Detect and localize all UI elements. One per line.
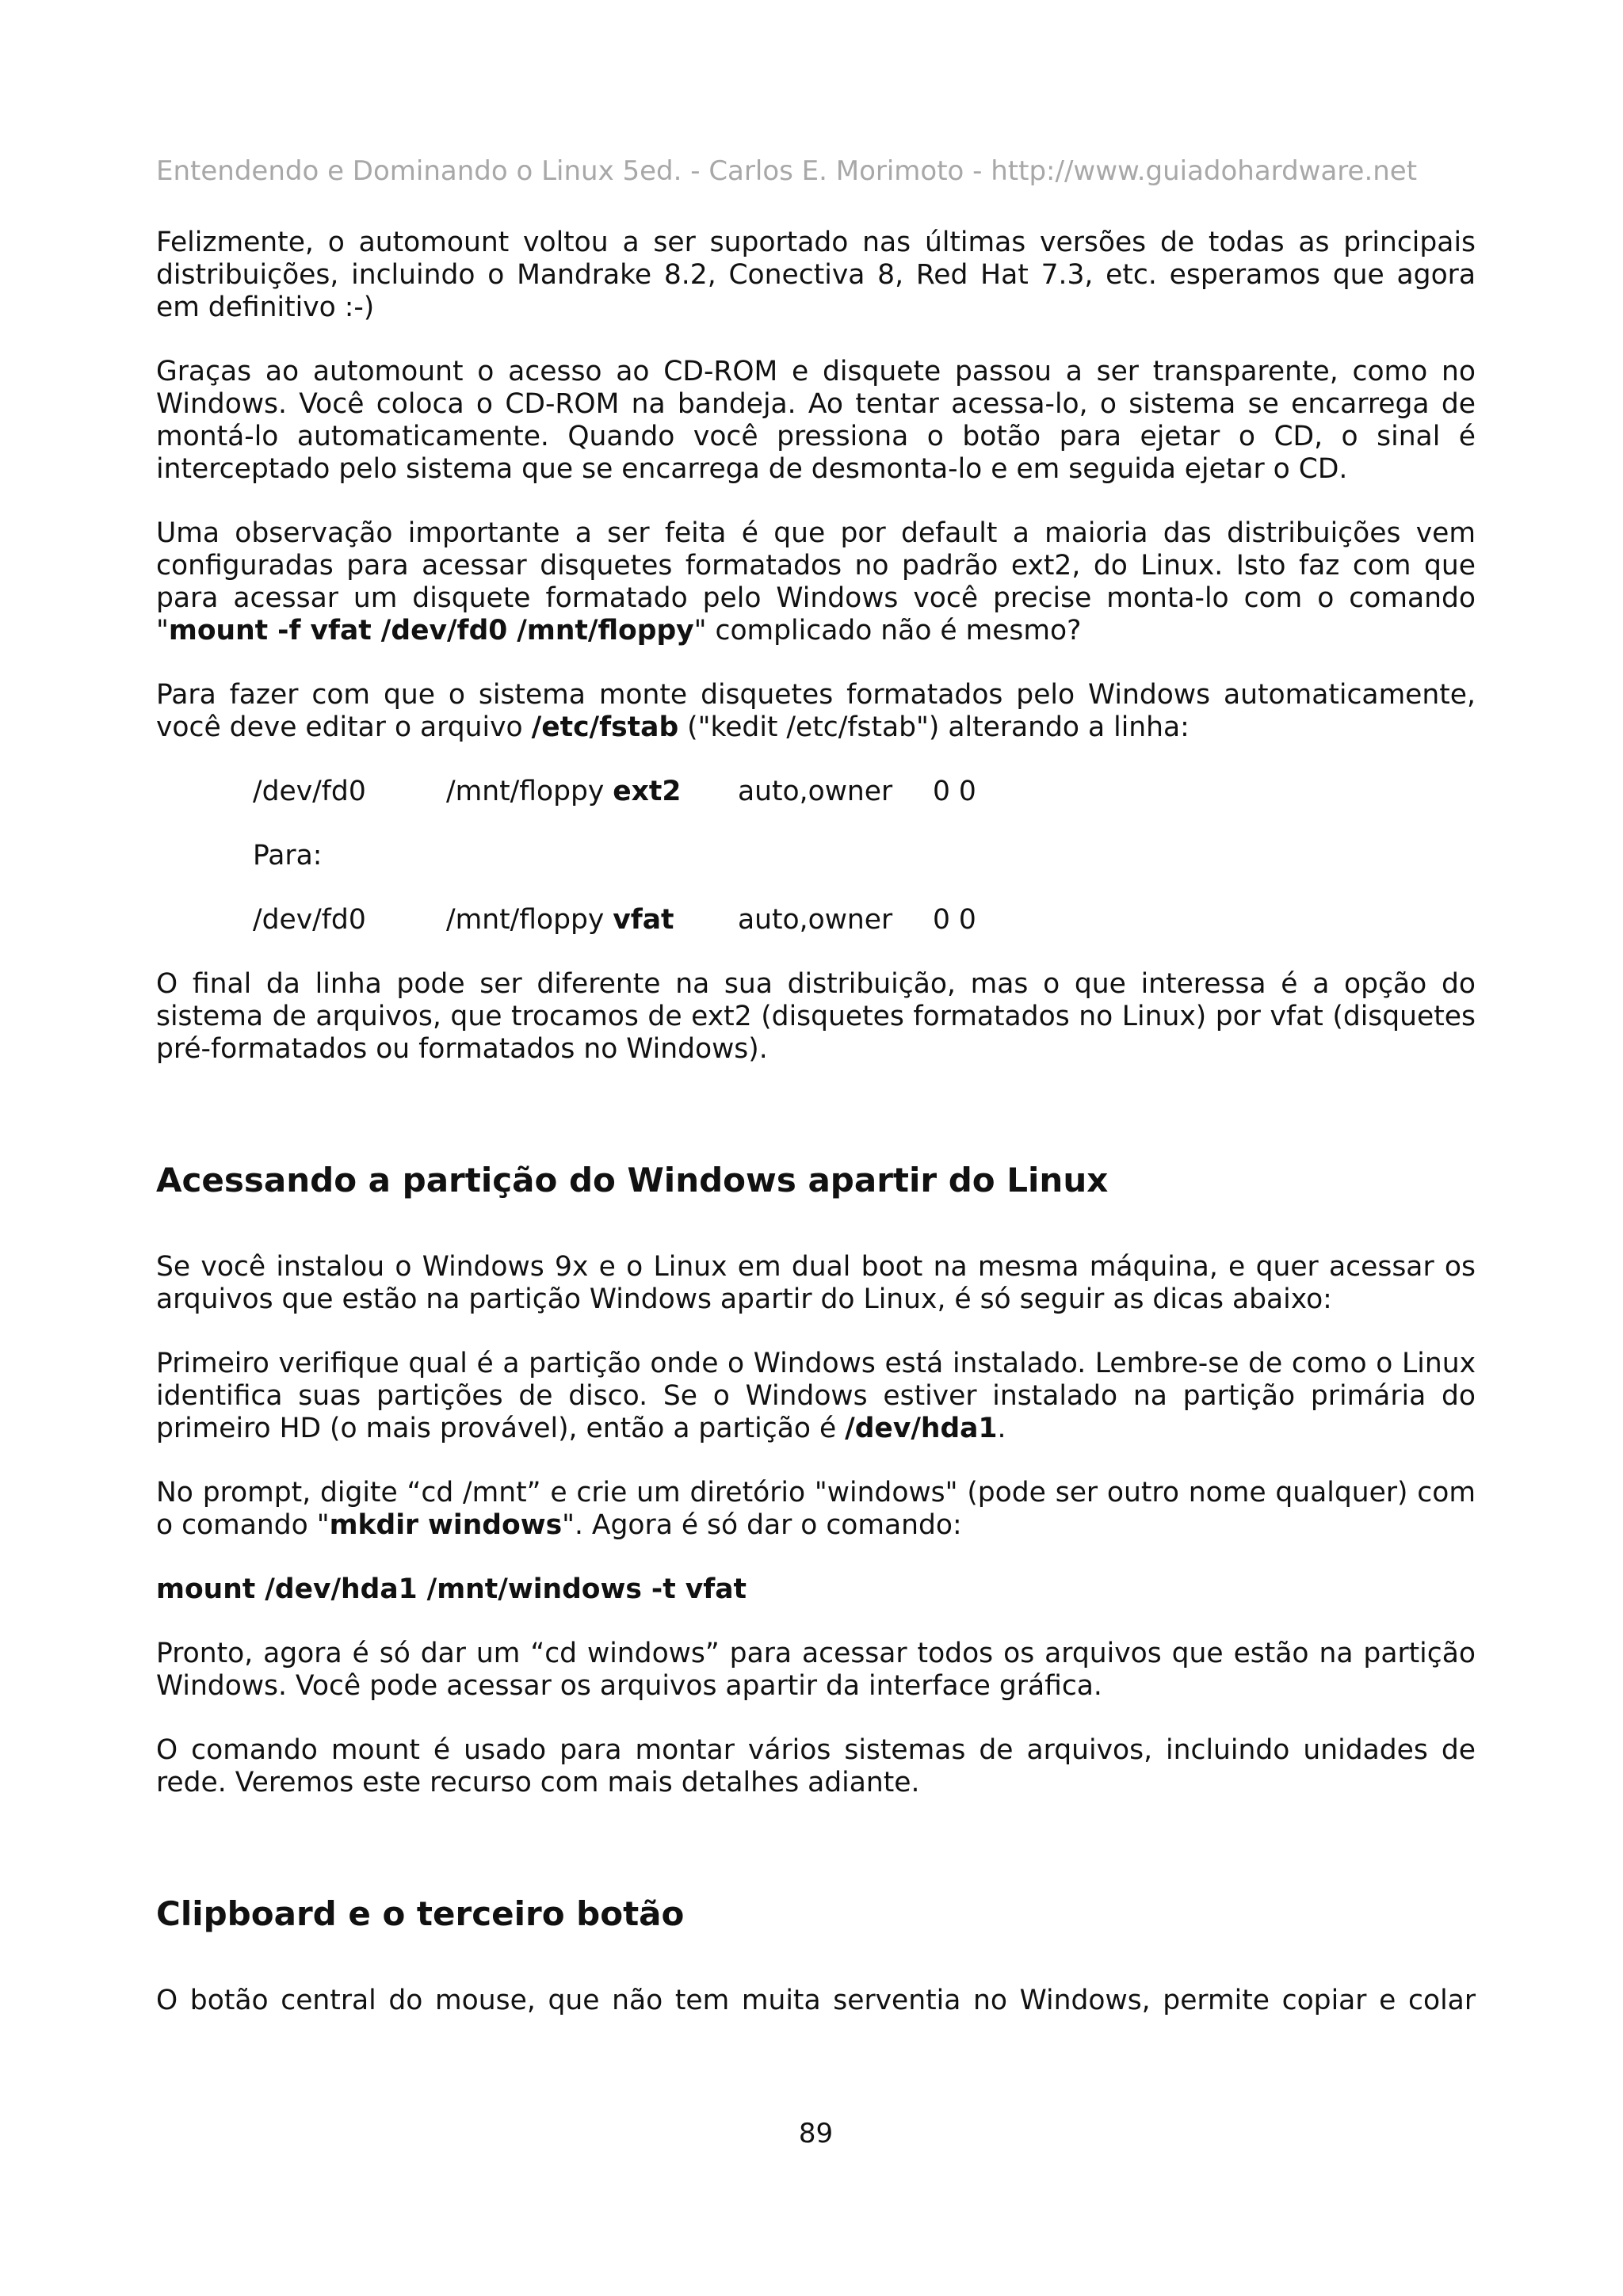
paragraph-automount-support: Felizmente, o automount voltou a ser suportado nas últimas versões de todas as principais distribuições, incluindo o Mandrake 8.2, Conectiva 8, Red Hat 7.3, etc. esperamos que agora em definitivo :-): [156, 227, 1476, 323]
paragraph-default-ext2: [156, 517, 1476, 647]
page-number: 89: [798, 2118, 834, 2149]
document-page: [156, 0, 1476, 2296]
fstab-mount: [446, 904, 738, 936]
inline-filename: /etc/fstab: [531, 711, 679, 743]
paragraph-dual-boot: Se você instalou o Windows 9x e o Linux em dual boot na mesma máquina, e quer acessar os arquivos que estão na partição Windows apartir do Linux, é só seguir as dicas abaixo:: [156, 1251, 1476, 1315]
text-run: No prompt, digite “cd /mnt” e crie um diretório "windows" (pode ser outro nome qualquer) com o comando ": [156, 1477, 1476, 1541]
text-run: Para fazer com que o sistema monte disquetes formatados pelo Windows automaticamente, você deve editar o arquivo: [156, 679, 1476, 743]
text-run: ". Agora é só dar o comando:: [562, 1509, 962, 1541]
fstab-line-before: [253, 776, 1476, 808]
inline-command: mkdir windows: [329, 1509, 563, 1541]
paragraph-mkdir: [156, 1477, 1476, 1542]
fstab-filesystem: vfat: [613, 904, 674, 936]
fstab-mount-point: /mnt/floppy: [446, 776, 613, 807]
paragraph-verify-partition: [156, 1348, 1476, 1445]
page-content: [156, 227, 1476, 2049]
paragraph-final-note: O final da linha pode ser diferente na sua distribuição, mas o que interessa é a opção do sistema de arquivos, que trocamos de ext2 (disquetes formatados no Linux) por vfat (disquetes pré-formatados ou formatados no Windows).: [156, 968, 1476, 1065]
inline-command: mount -f vfat /dev/fd0 /mnt/floppy: [168, 615, 694, 646]
fstab-mount-point: /mnt/floppy: [446, 904, 613, 936]
fstab-dump-pass: 0 0: [933, 904, 976, 936]
paragraph-cd-windows: Pronto, agora é só dar um “cd windows” para acessar todos os arquivos que estão na partição Windows. Você pode acessar os arquivos apartir da interface gráfica.: [156, 1638, 1476, 1702]
text-run: Uma observação importante a ser feita é que por default a maioria das distribuições vem configuradas para acessar disquetes formatados no padrão ext2, do Linux. Isto faz com que para acessar um disquete formatado pelo Windows você precise monta-lo com o comando ": [156, 517, 1476, 646]
text-run: " complicado não é mesmo?: [693, 615, 1082, 646]
section-heading-windows-partition: Acessando a partição do Windows apartir do Linux: [156, 1161, 1109, 1199]
paragraph-middle-button: O botão central do mouse, que não tem muita serventia no Windows, permite copiar e colar: [156, 1985, 1476, 2016]
fstab-device: /dev/fd0: [253, 776, 366, 807]
spacer: [156, 1934, 1476, 1985]
command-mount-windows: [156, 1573, 1476, 1606]
spacer: [156, 1200, 1476, 1251]
inline-device: /dev/hda1: [845, 1413, 998, 1444]
fstab-mount: [446, 776, 738, 808]
text-run: .: [997, 1413, 1006, 1444]
running-header: Entendendo e Dominando o Linux 5ed. - Carlos E. Morimoto - http://www.guiadohardware.net: [156, 155, 1418, 187]
spacer: [156, 1831, 1476, 1894]
fstab-line-after: [253, 904, 1476, 936]
paragraph-automount-transparent: Graças ao automount o acesso ao CD-ROM e disquete passou a ser transparente, como no Windows. Você coloca o CD-ROM na bandeja. Ao tentar acessa-lo, o sistema se encarrega de montá-lo automaticamente. Quando você pressiona o botão para ejetar o CD, o sinal é interceptado pelo sistema que se encarrega de desmonta-lo e em seguida ejetar o CD.: [156, 356, 1476, 485]
fstab-para-label: Para:: [253, 840, 323, 871]
paragraph-mount-command: O comando mount é usado para montar vários sistemas de arquivos, incluindo unidades de rede. Veremos este recurso com mais detalhes adiante.: [156, 1734, 1476, 1798]
spacer: [156, 1097, 1476, 1161]
text-run: ("kedit /etc/fstab") alterando a linha:: [678, 711, 1190, 743]
fstab-device: /dev/fd0: [253, 904, 366, 936]
command-text: mount /dev/hda1 /mnt/windows -t vfat: [156, 1573, 747, 1605]
fstab-options: auto,owner: [738, 776, 893, 807]
fstab-filesystem: ext2: [613, 776, 682, 807]
fstab-dump-pass: 0 0: [933, 776, 976, 807]
fstab-example-block: [253, 776, 1476, 936]
paragraph-edit-fstab: [156, 679, 1476, 744]
text-run: Primeiro verifique qual é a partição onde o Windows está instalado. Lembre-se de como o Linux identifica suas partições de disco. Se o Windows estiver instalado na partição primária do primeiro HD (o mais provável), então a partição é: [156, 1348, 1476, 1444]
fstab-options: auto,owner: [738, 904, 893, 936]
section-heading-clipboard: Clipboard e o terceiro botão: [156, 1894, 685, 1933]
